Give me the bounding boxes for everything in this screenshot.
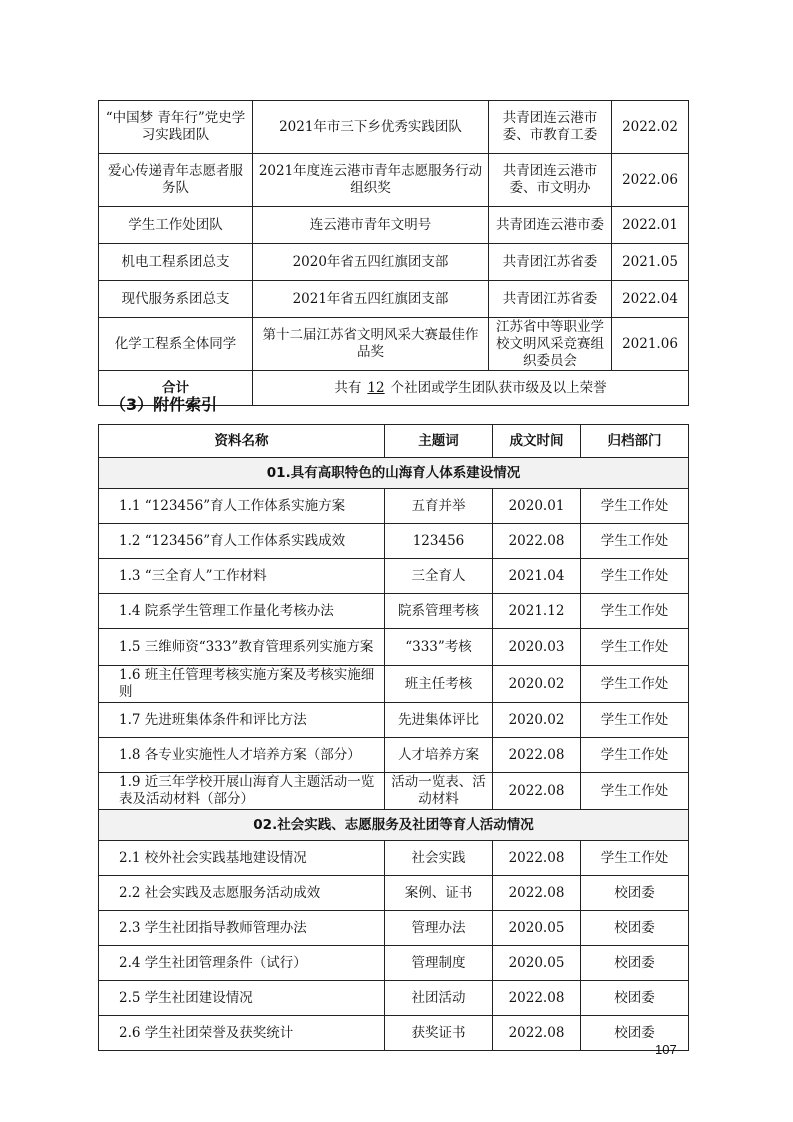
date-cell: 2022.02 xyxy=(612,101,689,154)
item-date: 2021.12 xyxy=(493,594,581,629)
issuer-cell: 共青团连云港市委、市教育工委 xyxy=(489,101,612,154)
table-row xyxy=(99,981,689,1016)
attachment-index-table xyxy=(98,424,689,1051)
item-date: 2022.08 xyxy=(493,841,581,876)
item-name: 2.4 学生社团管理条件（试行） xyxy=(99,946,385,981)
item-keyword: “333”考核 xyxy=(385,629,493,666)
header-row xyxy=(99,425,689,458)
item-dept: 学生工作处 xyxy=(581,489,689,524)
column-header-keyword: 主题词 xyxy=(385,425,493,458)
table-row xyxy=(99,281,689,318)
date-cell: 2022.04 xyxy=(612,281,689,318)
item-date: 2022.08 xyxy=(493,524,581,559)
honors-table xyxy=(98,100,689,406)
award-cell: 2021年省五四红旗团支部 xyxy=(253,281,489,318)
issuer-cell: 共青团连云港市委 xyxy=(489,207,612,244)
item-keyword: 获奖证书 xyxy=(385,1016,493,1051)
table-row xyxy=(99,666,689,703)
total-count: 12 xyxy=(367,379,385,396)
item-date: 2020.03 xyxy=(493,629,581,666)
team-cell: 机电工程系团总支 xyxy=(99,244,253,281)
table-row xyxy=(99,489,689,524)
item-dept: 学生工作处 xyxy=(581,524,689,559)
table-row xyxy=(99,594,689,629)
table-row xyxy=(99,841,689,876)
item-dept: 学生工作处 xyxy=(581,703,689,738)
award-cell: 2021年市三下乡优秀实践团队 xyxy=(253,101,489,154)
issuer-cell: 江苏省中等职业学校文明风采竞赛组织委员会 xyxy=(489,318,612,371)
group-title: 02.社会实践、志愿服务及社团等育人活动情况 xyxy=(99,810,689,841)
item-date: 2020.05 xyxy=(493,946,581,981)
table-row xyxy=(99,629,689,666)
item-keyword: 案例、证书 xyxy=(385,876,493,911)
item-name: 2.2 社会实践及志愿服务活动成效 xyxy=(99,876,385,911)
group-row xyxy=(99,810,689,841)
item-date: 2022.08 xyxy=(493,738,581,773)
table-row xyxy=(99,154,689,207)
item-name: 2.1 校外社会实践基地建设情况 xyxy=(99,841,385,876)
page-number: 107 xyxy=(655,1042,677,1057)
item-date: 2020.01 xyxy=(493,489,581,524)
item-keyword: 管理制度 xyxy=(385,946,493,981)
item-name: 1.3 “三全育人”工作材料 xyxy=(99,559,385,594)
team-cell: 化学工程系全体同学 xyxy=(99,318,253,371)
award-cell: 2021年度连云港市青年志愿服务行动组织奖 xyxy=(253,154,489,207)
item-name: 1.5 三维师资“333”教育管理系列实施方案 xyxy=(99,629,385,666)
table-row xyxy=(99,101,689,154)
issuer-cell: 共青团连云港市委、市文明办 xyxy=(489,154,612,207)
table-row xyxy=(99,946,689,981)
item-name: 1.8 各专业实施性人才培养方案（部分） xyxy=(99,738,385,773)
team-cell: 学生工作处团队 xyxy=(99,207,253,244)
table-row xyxy=(99,318,689,371)
table-row xyxy=(99,738,689,773)
issuer-cell: 共青团江苏省委 xyxy=(489,244,612,281)
award-cell: 第十二届江苏省文明风采大赛最佳作品奖 xyxy=(253,318,489,371)
date-cell: 2022.01 xyxy=(612,207,689,244)
item-keyword: 五育并举 xyxy=(385,489,493,524)
table-row xyxy=(99,524,689,559)
date-cell: 2021.06 xyxy=(612,318,689,371)
item-dept: 学生工作处 xyxy=(581,559,689,594)
item-date: 2020.05 xyxy=(493,911,581,946)
item-keyword: 社会实践 xyxy=(385,841,493,876)
item-keyword: 班主任考核 xyxy=(385,666,493,703)
item-dept: 学生工作处 xyxy=(581,629,689,666)
item-name: 2.6 学生社团荣誉及获奖统计 xyxy=(99,1016,385,1051)
item-name: 1.7 先进班集体条件和评比方法 xyxy=(99,703,385,738)
item-date: 2020.02 xyxy=(493,666,581,703)
section-heading: （3）附件索引 xyxy=(110,395,218,414)
table-row xyxy=(99,244,689,281)
item-dept: 校团委 xyxy=(581,946,689,981)
table-row xyxy=(99,703,689,738)
table-row xyxy=(99,911,689,946)
item-keyword: 活动一览表、活动材料 xyxy=(385,773,493,810)
item-keyword: 123456 xyxy=(385,524,493,559)
item-dept: 学生工作处 xyxy=(581,594,689,629)
item-name: 2.3 学生社团指导教师管理办法 xyxy=(99,911,385,946)
item-keyword: 院系管理考核 xyxy=(385,594,493,629)
item-name: 1.1 “123456”育人工作体系实施方案 xyxy=(99,489,385,524)
table-row xyxy=(99,559,689,594)
group-row xyxy=(99,458,689,489)
total-prefix: 共有 xyxy=(334,379,362,396)
table-row xyxy=(99,876,689,911)
item-name: 1.2 “123456”育人工作体系实践成效 xyxy=(99,524,385,559)
award-cell: 连云港市青年文明号 xyxy=(253,207,489,244)
table-row xyxy=(99,207,689,244)
item-keyword: 三全育人 xyxy=(385,559,493,594)
total-summary xyxy=(253,371,689,406)
total-label: 合计 xyxy=(99,371,253,406)
item-date: 2022.08 xyxy=(493,1016,581,1051)
column-header-name: 资料名称 xyxy=(99,425,385,458)
item-keyword: 管理办法 xyxy=(385,911,493,946)
issuer-cell: 共青团江苏省委 xyxy=(489,281,612,318)
table-row xyxy=(99,1016,689,1051)
date-cell: 2021.05 xyxy=(612,244,689,281)
table-row xyxy=(99,773,689,810)
item-keyword: 社团活动 xyxy=(385,981,493,1016)
award-cell: 2020年省五四红旗团支部 xyxy=(253,244,489,281)
item-name: 2.5 学生社团建设情况 xyxy=(99,981,385,1016)
item-date: 2022.08 xyxy=(493,773,581,810)
column-header-date: 成文时间 xyxy=(493,425,581,458)
item-name: 1.6 班主任管理考核实施方案及考核实施细则 xyxy=(99,666,385,703)
team-cell: 爱心传递青年志愿者服务队 xyxy=(99,154,253,207)
item-dept: 学生工作处 xyxy=(581,738,689,773)
date-cell: 2022.06 xyxy=(612,154,689,207)
item-dept: 学生工作处 xyxy=(581,666,689,703)
item-keyword: 先进集体评比 xyxy=(385,703,493,738)
item-name: 1.4 院系学生管理工作量化考核办法 xyxy=(99,594,385,629)
item-date: 2021.04 xyxy=(493,559,581,594)
item-date: 2022.08 xyxy=(493,876,581,911)
column-header-dept: 归档部门 xyxy=(581,425,689,458)
item-name: 1.9 近三年学校开展山海育人主题活动一览表及活动材料（部分） xyxy=(99,773,385,810)
item-dept: 校团委 xyxy=(581,911,689,946)
item-dept: 校团委 xyxy=(581,876,689,911)
team-cell: “中国梦 青年行”党史学习实践团队 xyxy=(99,101,253,154)
team-cell: 现代服务系团总支 xyxy=(99,281,253,318)
total-suffix: 个社团或学生团队获市级及以上荣誉 xyxy=(390,379,607,396)
group-title: 01.具有高职特色的山海育人体系建设情况 xyxy=(99,458,689,489)
item-date: 2020.02 xyxy=(493,703,581,738)
item-keyword: 人才培养方案 xyxy=(385,738,493,773)
item-dept: 学生工作处 xyxy=(581,773,689,810)
item-dept: 校团委 xyxy=(581,1016,689,1051)
item-date: 2022.08 xyxy=(493,981,581,1016)
item-dept: 学生工作处 xyxy=(581,841,689,876)
item-dept: 校团委 xyxy=(581,981,689,1016)
